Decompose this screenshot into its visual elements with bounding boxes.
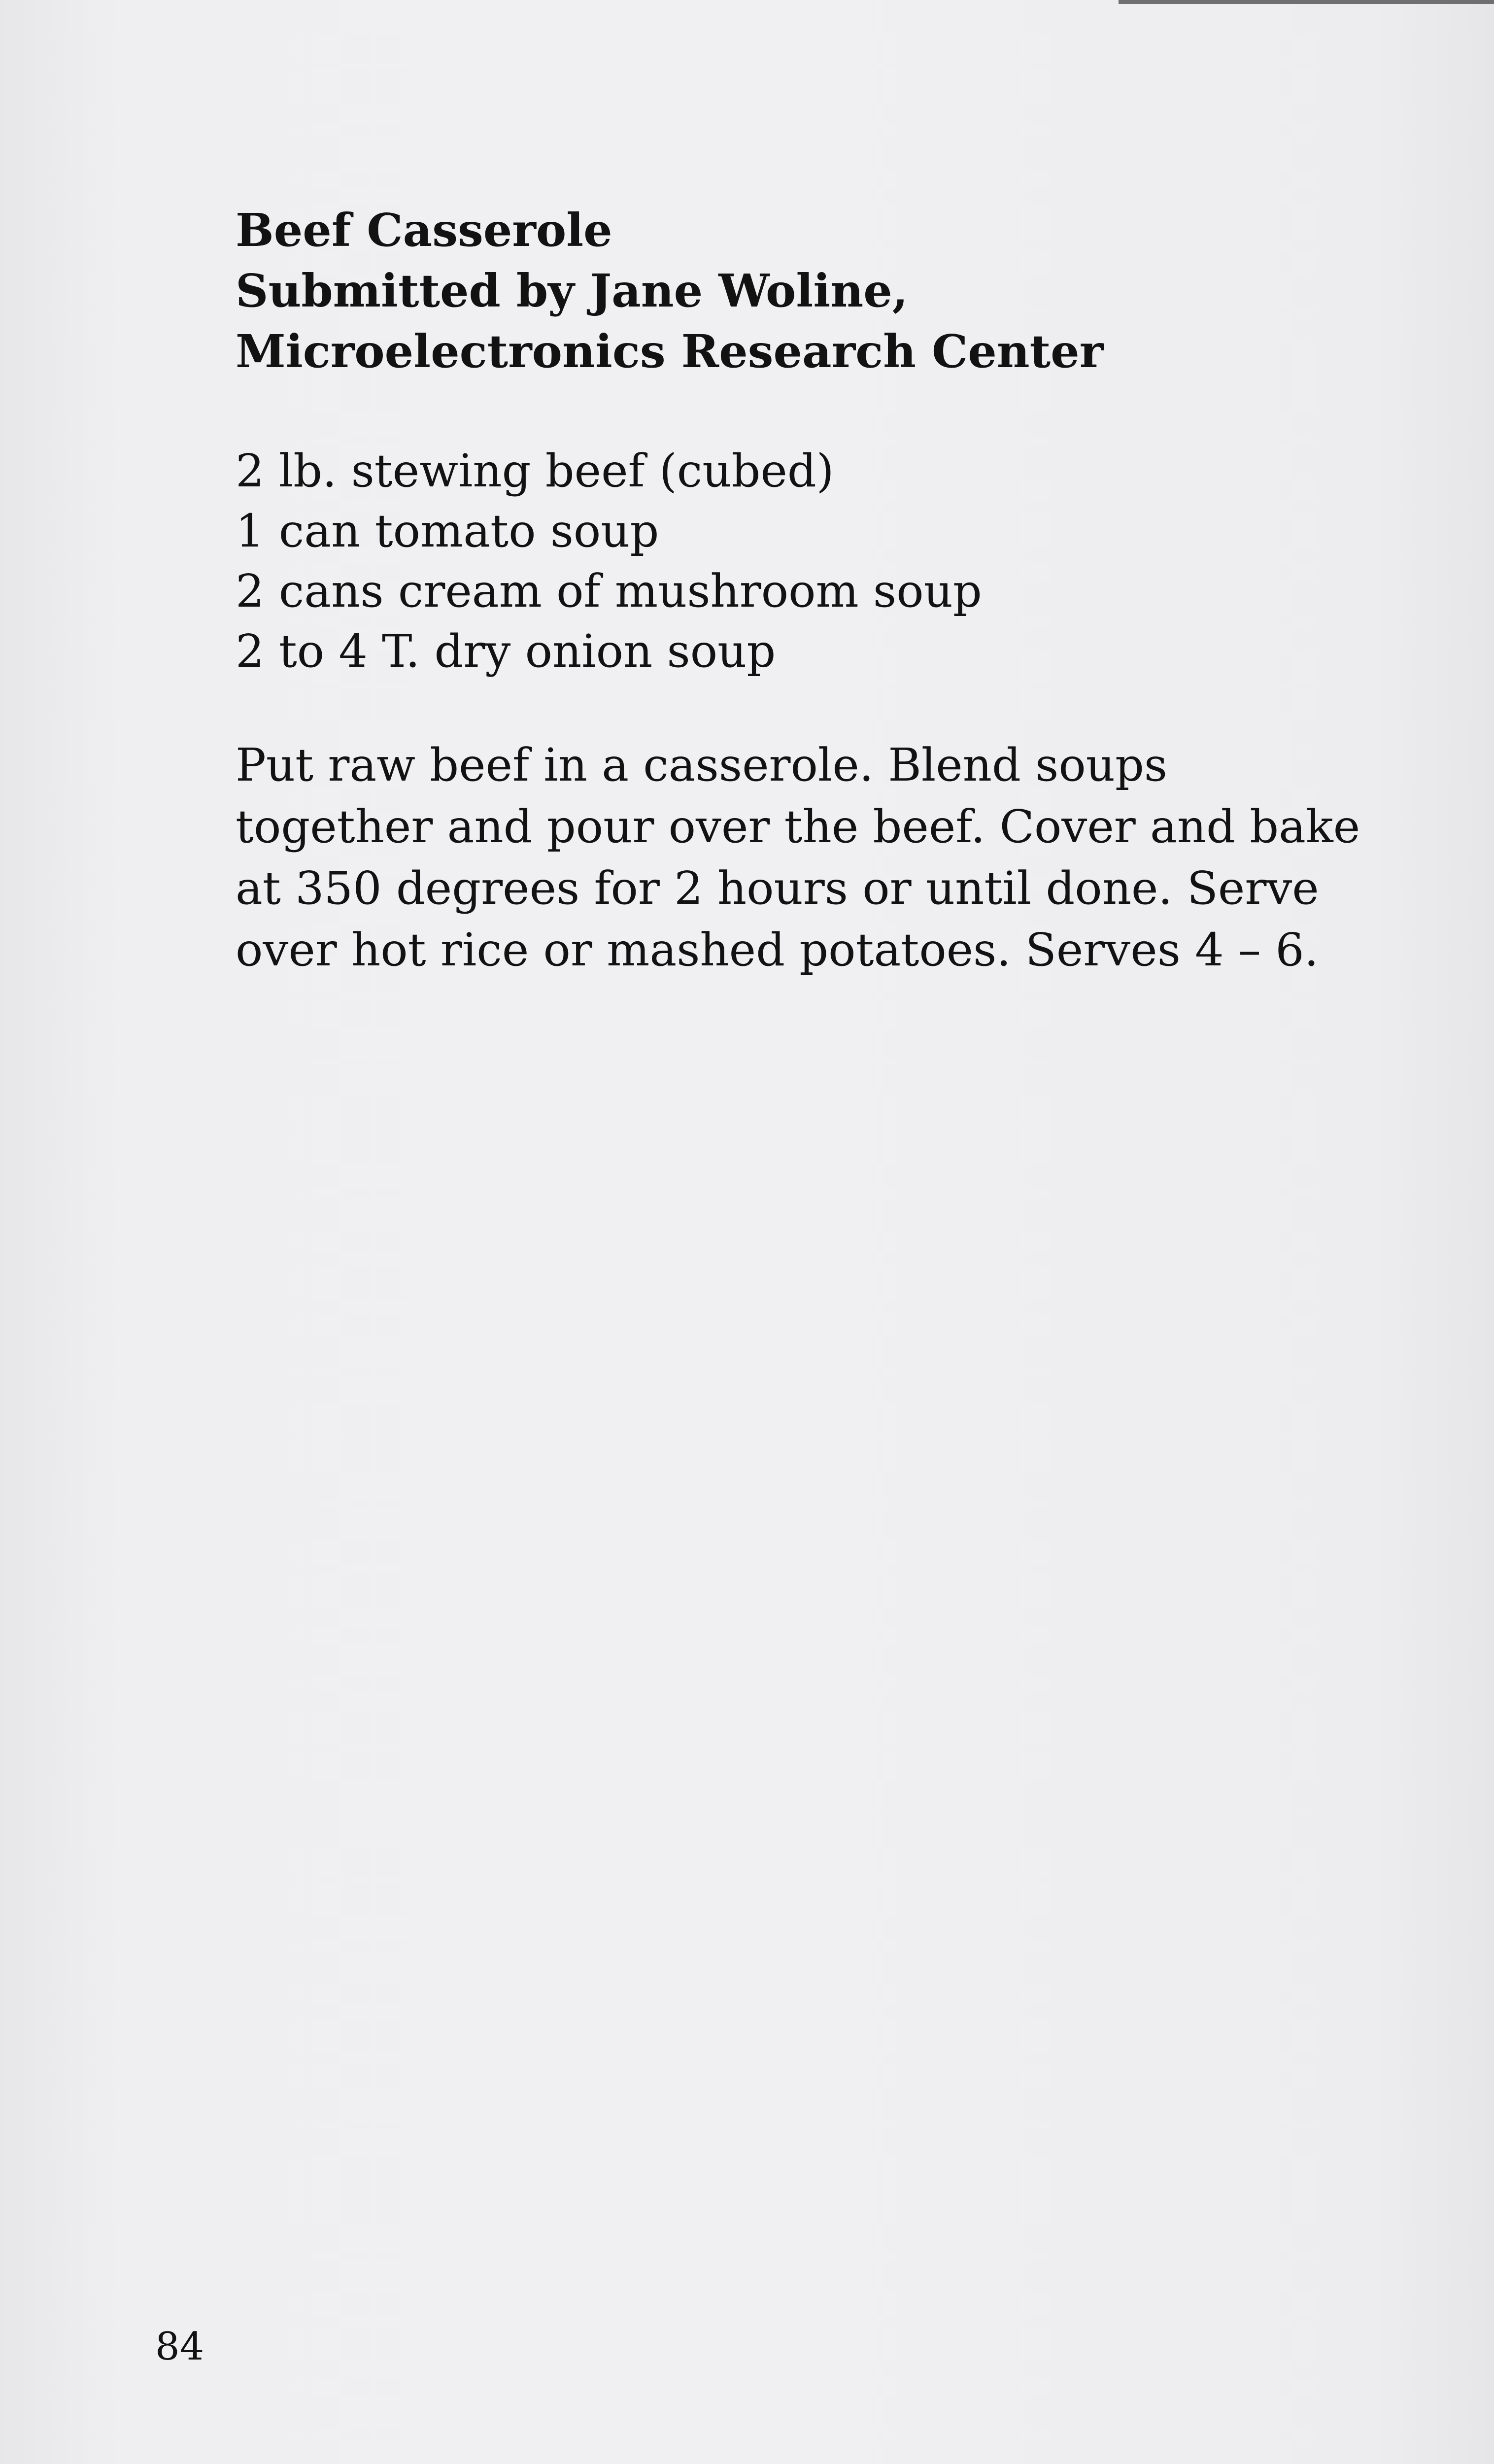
ingredients-list xyxy=(236,441,982,682)
ingredient-item: 1 can tomato soup xyxy=(236,505,659,557)
ingredient-item: 2 to 4 T. dry onion soup xyxy=(236,625,776,678)
page-number: 84 xyxy=(155,2325,204,2369)
ingredient-item: 2 lb. stewing beef (cubed) xyxy=(236,445,834,497)
recipe-organization: Microelectronics Research Center xyxy=(236,325,1104,378)
directions-line: at 350 degrees for 2 hours or until done. Serve xyxy=(236,862,1319,915)
directions-line: together and pour over the beef. Cover and bake xyxy=(236,800,1360,853)
recipe-title: Beef Casserole xyxy=(236,204,612,257)
recipe-directions xyxy=(236,734,1360,981)
directions-line: Put raw beef in a casserole. Blend soups xyxy=(236,739,1168,791)
ingredient-item: 2 cans cream of mushroom soup xyxy=(236,565,982,617)
directions-line: over hot rice or mashed potatoes. Serves 4 – 6. xyxy=(236,924,1319,976)
page-edge-shadow xyxy=(1119,0,1494,4)
recipe-heading xyxy=(236,200,1103,382)
recipe-submitter: Submitted by Jane Woline, xyxy=(236,264,908,317)
